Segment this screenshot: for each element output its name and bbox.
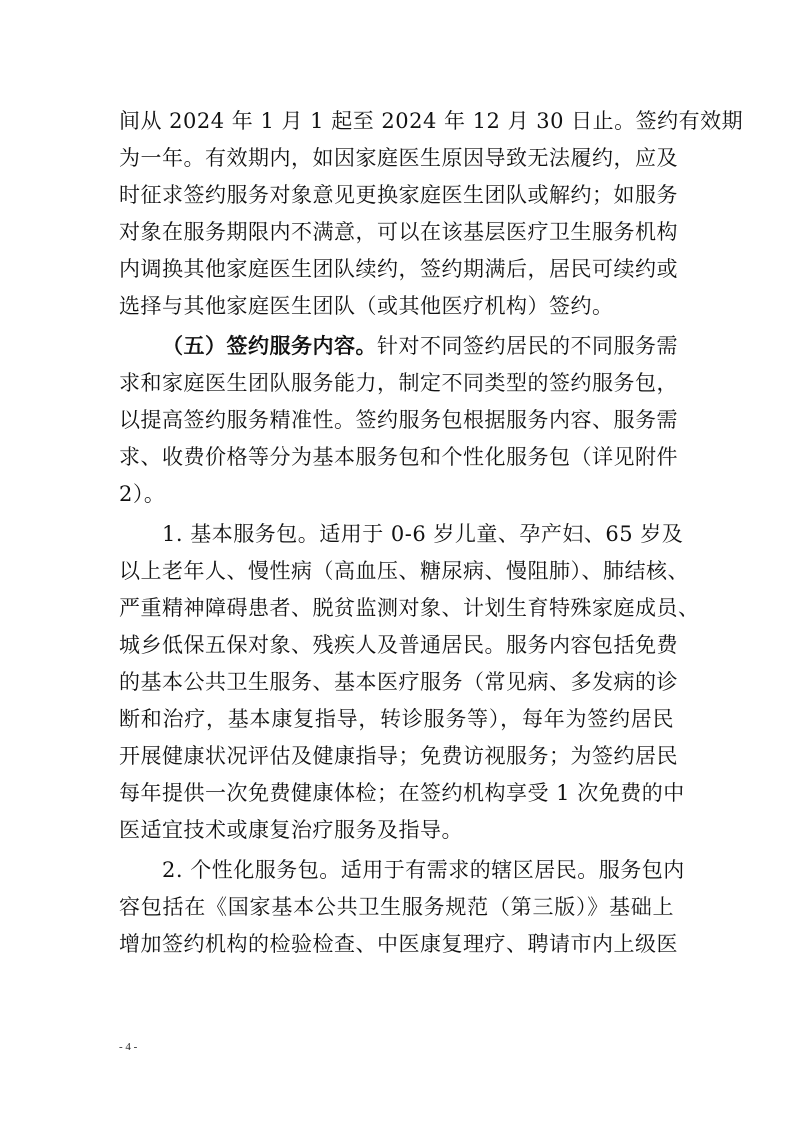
paragraph-line: 对象在服务期限内不满意，可以在该基层医疗卫生服务机构: [119, 220, 678, 244]
paragraph-line: 时征求签约服务对象意见更换家庭医生团队或解约；如服务: [119, 183, 678, 207]
paragraph-line: 增加签约机构的检验检查、中医康复理疗、聘请市内上级医: [119, 932, 678, 956]
paragraph-line: 容包括在《国家基本公共卫生服务规范（第三版）》基础上: [119, 895, 674, 919]
paragraph-line: 严重精神障碍患者、脱贫监测对象、计划生育特殊家庭成员、: [119, 596, 700, 620]
paragraph-line: 求、收费价格等分为基本服务包和个性化服务包（详见附件: [119, 445, 678, 469]
paragraph-line: 以提高签约服务精准性。签约服务包根据服务内容、服务需: [119, 408, 678, 432]
item-first-line: 1. 基本服务包。适用于 0-6 岁儿童、孕产妇、65 岁及: [162, 522, 684, 546]
paragraph-line: 医适宜技术或康复治疗服务及指导。: [119, 818, 463, 842]
section-text: 针对不同签约居民的不同服务需: [377, 334, 678, 358]
paragraph-line: 选择与其他家庭医生团队（或其他医疗机构）签约。: [119, 294, 614, 318]
paragraph-line: 内调换其他家庭医生团队续约，签约期满后，居民可续约或: [119, 257, 678, 281]
item-first-line: 2. 个性化服务包。适用于有需求的辖区居民。服务包内: [162, 858, 685, 882]
paragraph-line: 断和治疗，基本康复指导，转诊服务等），每年为签约居民: [119, 707, 674, 731]
section-heading: （五）签约服务内容。: [162, 334, 377, 358]
paragraph-line: 城乡低保五保对象、残疾人及普通居民。服务内容包括免费: [119, 633, 678, 657]
paragraph-line: 间从 2024 年 1 月 1 起至 2024 年 12 月 30 日止。签约有效期: [119, 109, 744, 133]
paragraph-line: 求和家庭医生团队服务能力，制定不同类型的签约服务包，: [119, 371, 678, 395]
paragraph-line: 2）。: [119, 482, 166, 506]
paragraph-line: 开展健康状况评估及健康指导；免费访视服务；为签约居民: [119, 744, 678, 768]
section-heading-line: [162, 331, 678, 361]
page-number: - 4 -: [119, 1041, 138, 1053]
paragraph-line: 的基本公共卫生服务、基本医疗服务（常见病、多发病的诊: [119, 670, 678, 694]
paragraph-line: 为一年。有效期内，如因家庭医生原因导致无法履约，应及: [119, 146, 678, 170]
paragraph-line: 每年提供一次免费健康体检；在签约机构享受 1 次免费的中: [119, 781, 685, 805]
paragraph-line: 以上老年人、慢性病（高血压、糖尿病、慢阻肺）、肺结核、: [119, 559, 689, 583]
